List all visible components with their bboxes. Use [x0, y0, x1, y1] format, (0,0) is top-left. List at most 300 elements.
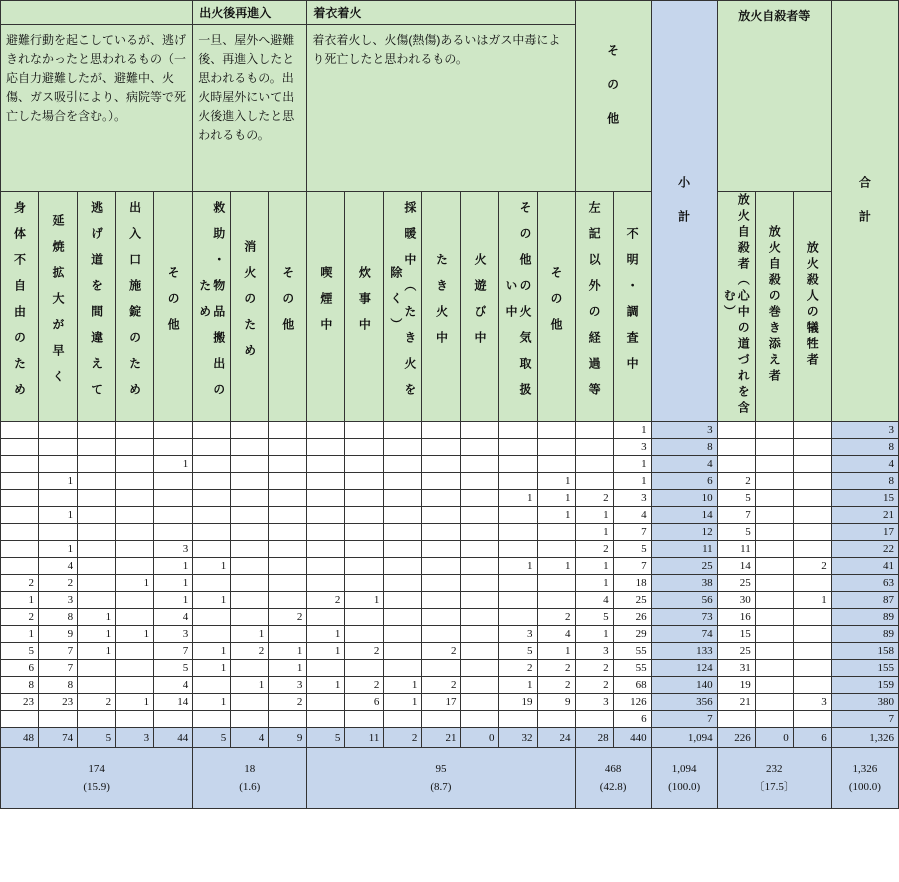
header-reentry-title: 出火後再進入 [193, 1, 307, 25]
table-cell: 4 [575, 592, 613, 609]
table-cell [39, 456, 78, 473]
table-cell [575, 439, 613, 456]
table-cell: 1 [154, 558, 193, 575]
column-header-label: 火遊び中 [472, 253, 487, 357]
table-row [1, 456, 899, 473]
table-cell [755, 626, 793, 643]
table-cell [193, 677, 231, 694]
table-cell: 25 [717, 643, 755, 660]
table-cell: 55 [613, 660, 651, 677]
table-cell: 12 [651, 524, 717, 541]
header-arson-group [717, 1, 831, 192]
table-cell [384, 456, 422, 473]
table-cell: 8 [39, 677, 78, 694]
table-cell: 6 [651, 473, 717, 490]
table-cell [116, 473, 154, 490]
table-cell [116, 439, 154, 456]
table-cell: 3 [499, 626, 537, 643]
total-cell: 48 [1, 728, 39, 748]
table-cell: 1 [613, 456, 651, 473]
table-cell: 8 [1, 677, 39, 694]
table-cell: 2 [537, 660, 575, 677]
total-cell: 28 [575, 728, 613, 748]
table-cell: 1 [78, 609, 116, 626]
column-header [461, 192, 499, 422]
table-cell [499, 609, 537, 626]
table-cell [384, 422, 422, 439]
table-cell: 3 [154, 626, 193, 643]
table-cell [345, 456, 384, 473]
header-evac-description: 避難行動を起こしているが、逃げきれなかったと思われるもの（一応自力避難したが、避難中、火傷、ガス吸引により、病院等で死亡した場合を含む。）。 [1, 25, 193, 192]
table-cell [461, 524, 499, 541]
table-cell: 1 [78, 643, 116, 660]
table-cell [154, 490, 193, 507]
table-cell [461, 473, 499, 490]
table-cell [575, 711, 613, 728]
table-cell: 89 [831, 626, 898, 643]
table-cell: 4 [154, 677, 193, 694]
table-cell [116, 660, 154, 677]
table-cell: 1 [613, 473, 651, 490]
column-header [39, 192, 78, 422]
totals-row [1, 728, 899, 748]
column-header-label: 炊事中 [357, 266, 372, 344]
column-header-label: 身体不自由のため [12, 201, 27, 409]
table-cell [116, 609, 154, 626]
table-row [1, 490, 899, 507]
total-cell: 2 [384, 728, 422, 748]
table-cell: 11 [717, 541, 755, 558]
column-header [345, 192, 384, 422]
table-cell: 1 [307, 677, 345, 694]
table-cell [537, 422, 575, 439]
table-cell [384, 643, 422, 660]
table-cell [345, 711, 384, 728]
table-cell [231, 609, 269, 626]
table-row [1, 660, 899, 677]
table-cell: 1 [116, 626, 154, 643]
total-cell: 1,094 [651, 728, 717, 748]
table-cell [269, 422, 307, 439]
table-cell [461, 456, 499, 473]
table-cell: 4 [537, 626, 575, 643]
table-cell [116, 711, 154, 728]
table-cell [345, 575, 384, 592]
table-cell: 6 [345, 694, 384, 711]
table-cell [499, 575, 537, 592]
table-cell [793, 643, 831, 660]
table-cell: 2 [307, 592, 345, 609]
table-cell [345, 541, 384, 558]
table-cell: 11 [651, 541, 717, 558]
table-cell: 1 [307, 643, 345, 660]
table-cell [499, 541, 537, 558]
column-header [231, 192, 269, 422]
table-cell: 124 [651, 660, 717, 677]
table-cell: 7 [717, 507, 755, 524]
table-cell: 1 [1, 592, 39, 609]
column-header-label: 左記以外の経過等 [587, 201, 602, 409]
table-header [1, 1, 899, 422]
table-cell [116, 541, 154, 558]
column-header-label: たき火中 [434, 253, 449, 357]
table-cell: 3 [831, 422, 898, 439]
table-cell: 19 [717, 677, 755, 694]
table-cell: 2 [717, 473, 755, 490]
table-cell [384, 507, 422, 524]
table-cell [499, 524, 537, 541]
table-cell [193, 524, 231, 541]
table-cell [78, 473, 116, 490]
table-cell [422, 541, 461, 558]
table-cell [116, 456, 154, 473]
table-cell [345, 422, 384, 439]
table-cell [307, 422, 345, 439]
table-cell: 1 [499, 490, 537, 507]
column-header-label: 採暖中（たき火を除く） [388, 201, 417, 409]
table-cell: 1 [269, 643, 307, 660]
table-cell [755, 456, 793, 473]
table-cell: 25 [651, 558, 717, 575]
total-cell: 226 [717, 728, 755, 748]
table-cell: 1 [575, 558, 613, 575]
table-cell: 1 [193, 660, 231, 677]
table-cell: 2 [575, 490, 613, 507]
table-cell: 5 [575, 609, 613, 626]
table-cell [269, 490, 307, 507]
table-cell: 3 [613, 490, 651, 507]
table-cell: 3 [269, 677, 307, 694]
table-cell: 2 [1, 575, 39, 592]
table-cell [461, 609, 499, 626]
percent-reentry: 18 (1.6) [193, 748, 307, 809]
table-cell: 74 [651, 626, 717, 643]
table-cell [499, 439, 537, 456]
table-cell [269, 626, 307, 643]
table-cell [422, 575, 461, 592]
table-row [1, 592, 899, 609]
table-cell [307, 473, 345, 490]
table-cell: 4 [39, 558, 78, 575]
table-cell: 16 [717, 609, 755, 626]
table-cell: 17 [422, 694, 461, 711]
table-cell: 1 [537, 490, 575, 507]
table-cell: 7 [154, 643, 193, 660]
column-header [269, 192, 307, 422]
table-cell: 1 [39, 507, 78, 524]
table-cell [193, 541, 231, 558]
table-cell: 356 [651, 694, 717, 711]
table-cell: 89 [831, 609, 898, 626]
table-row [1, 609, 899, 626]
table-cell [231, 507, 269, 524]
table-cell [345, 473, 384, 490]
table-cell [422, 558, 461, 575]
table-cell: 1 [384, 677, 422, 694]
table-cell: 1 [193, 592, 231, 609]
table-cell: 5 [717, 524, 755, 541]
column-header [384, 192, 422, 422]
column-header [1, 192, 39, 422]
table-cell [78, 575, 116, 592]
table-cell [793, 626, 831, 643]
table-cell [422, 711, 461, 728]
table-cell [793, 456, 831, 473]
table-cell: 2 [78, 694, 116, 711]
table-cell: 23 [1, 694, 39, 711]
table-cell [78, 422, 116, 439]
table-cell [384, 558, 422, 575]
table-cell: 63 [831, 575, 898, 592]
table-footer [1, 728, 899, 809]
table-cell [231, 711, 269, 728]
table-row [1, 524, 899, 541]
table-cell [1, 422, 39, 439]
table-cell [307, 490, 345, 507]
header-subtotal [651, 1, 717, 422]
total-cell: 21 [422, 728, 461, 748]
table-cell [193, 456, 231, 473]
table-cell: 2 [39, 575, 78, 592]
table-cell: 9 [537, 694, 575, 711]
table-cell [116, 592, 154, 609]
table-cell: 1 [537, 473, 575, 490]
table-cell: 9 [39, 626, 78, 643]
table-cell: 2 [793, 558, 831, 575]
table-cell: 380 [831, 694, 898, 711]
column-header-label: 救助・物品搬出のため [197, 201, 226, 409]
table-cell [116, 643, 154, 660]
table-cell [384, 473, 422, 490]
table-cell [717, 422, 755, 439]
table-cell [269, 456, 307, 473]
table-cell: 2 [1, 609, 39, 626]
table-cell [1, 473, 39, 490]
table-cell [116, 490, 154, 507]
table-cell: 3 [613, 439, 651, 456]
table-cell: 17 [831, 524, 898, 541]
table-cell: 1 [193, 643, 231, 660]
table-cell [231, 660, 269, 677]
table-cell: 126 [613, 694, 651, 711]
table-cell: 8 [651, 439, 717, 456]
table-cell [499, 456, 537, 473]
table-cell [307, 711, 345, 728]
table-cell: 21 [831, 507, 898, 524]
table-cell [1, 507, 39, 524]
table-cell [755, 558, 793, 575]
table-cell [231, 694, 269, 711]
total-cell: 5 [78, 728, 116, 748]
total-cell: 9 [269, 728, 307, 748]
table-cell: 3 [154, 541, 193, 558]
table-cell [231, 422, 269, 439]
table-cell [1, 541, 39, 558]
table-cell: 7 [613, 524, 651, 541]
percent-other: 468 (42.8) [575, 748, 651, 809]
table-cell: 1 [575, 626, 613, 643]
table-cell [793, 473, 831, 490]
table-cell: 2 [422, 643, 461, 660]
table-cell: 14 [717, 558, 755, 575]
table-cell [193, 609, 231, 626]
table-cell [537, 524, 575, 541]
total-cell: 4 [231, 728, 269, 748]
arson-column-label: 放火自殺の巻き添え者 [767, 225, 782, 385]
table-cell: 2 [537, 609, 575, 626]
table-cell [422, 660, 461, 677]
table-cell: 1 [39, 473, 78, 490]
table-cell: 1 [384, 694, 422, 711]
table-cell [269, 439, 307, 456]
table-cell [116, 677, 154, 694]
table-cell: 8 [39, 609, 78, 626]
table-cell: 18 [613, 575, 651, 592]
table-cell [1, 456, 39, 473]
table-cell [78, 660, 116, 677]
percent-arson: 232 〔17.5〕 [717, 748, 831, 809]
table-cell [384, 660, 422, 677]
table-cell: 1 [116, 694, 154, 711]
table-cell [537, 456, 575, 473]
table-cell: 2 [269, 694, 307, 711]
table-cell [755, 490, 793, 507]
table-cell: 133 [651, 643, 717, 660]
table-cell [793, 677, 831, 694]
table-cell [231, 490, 269, 507]
total-cell: 440 [613, 728, 651, 748]
table-cell [537, 439, 575, 456]
table-cell [755, 473, 793, 490]
table-cell: 1 [154, 456, 193, 473]
table-cell [755, 677, 793, 694]
table-cell: 158 [831, 643, 898, 660]
table-cell: 55 [613, 643, 651, 660]
column-header-label: 逃げ道を間違えて [89, 201, 104, 409]
table-cell: 3 [575, 643, 613, 660]
table-cell: 8 [831, 439, 898, 456]
table-cell [575, 456, 613, 473]
table-cell [461, 711, 499, 728]
table-cell [78, 507, 116, 524]
table-cell: 4 [831, 456, 898, 473]
table-cell: 30 [717, 592, 755, 609]
table-cell [422, 592, 461, 609]
table-cell [499, 473, 537, 490]
table-cell: 7 [39, 643, 78, 660]
table-cell [231, 439, 269, 456]
table-cell: 1 [78, 626, 116, 643]
table-cell: 1 [613, 422, 651, 439]
table-cell [193, 439, 231, 456]
table-cell [193, 422, 231, 439]
table-cell [717, 456, 755, 473]
header-other-group [575, 1, 651, 192]
table-cell [345, 524, 384, 541]
column-header-label: その他 [549, 266, 564, 344]
table-cell [193, 711, 231, 728]
table-cell: 2 [575, 677, 613, 694]
table-cell [154, 711, 193, 728]
table-cell [793, 575, 831, 592]
table-cell [116, 507, 154, 524]
column-header-label: 出入口施錠のため [127, 201, 142, 409]
table-cell: 31 [717, 660, 755, 677]
table-cell: 7 [613, 558, 651, 575]
column-header [499, 192, 537, 422]
table-row [1, 694, 899, 711]
table-cell [461, 660, 499, 677]
table-cell [422, 456, 461, 473]
table-cell [384, 711, 422, 728]
table-cell [384, 592, 422, 609]
table-cell [345, 439, 384, 456]
table-cell: 159 [831, 677, 898, 694]
table-cell [422, 490, 461, 507]
header-subtotal-title: 小計 [676, 175, 691, 244]
table-cell [755, 660, 793, 677]
table-cell: 1 [499, 558, 537, 575]
column-header-label: 喫煙中 [318, 266, 333, 344]
table-cell [793, 524, 831, 541]
table-cell: 7 [651, 711, 717, 728]
table-cell [78, 524, 116, 541]
table-cell: 87 [831, 592, 898, 609]
table-cell [755, 524, 793, 541]
table-row [1, 558, 899, 575]
table-cell: 19 [499, 694, 537, 711]
table-cell [154, 507, 193, 524]
table-cell [499, 592, 537, 609]
table-cell [793, 490, 831, 507]
table-cell [345, 558, 384, 575]
column-header-label: 消火のため [242, 240, 257, 370]
table-cell: 3 [39, 592, 78, 609]
table-cell: 1 [154, 592, 193, 609]
table-cell: 3 [793, 694, 831, 711]
table-cell [384, 524, 422, 541]
table-cell: 14 [651, 507, 717, 524]
column-header [193, 192, 231, 422]
table-cell [422, 626, 461, 643]
table-cell [461, 422, 499, 439]
table-cell: 1 [307, 626, 345, 643]
table-cell [269, 524, 307, 541]
table-cell: 25 [717, 575, 755, 592]
table-row [1, 473, 899, 490]
table-cell: 23 [39, 694, 78, 711]
table-row [1, 507, 899, 524]
table-cell: 56 [651, 592, 717, 609]
table-cell [78, 439, 116, 456]
percent-row [1, 748, 899, 809]
column-header [422, 192, 461, 422]
table-cell [422, 524, 461, 541]
header-evac-blank [1, 1, 193, 25]
table-cell [154, 473, 193, 490]
table-cell: 2 [345, 643, 384, 660]
table-cell: 15 [717, 626, 755, 643]
table-cell: 29 [613, 626, 651, 643]
header-reentry-description: 一旦、屋外へ避難後、再進入したと思われるもの。出火時屋外にいて出火後進入したと思われるもの。 [193, 25, 307, 192]
table-cell [193, 575, 231, 592]
table-cell [461, 575, 499, 592]
table-cell: 1 [537, 558, 575, 575]
table-cell [384, 439, 422, 456]
table-cell: 2 [575, 541, 613, 558]
table-cell [793, 541, 831, 558]
table-cell [345, 609, 384, 626]
